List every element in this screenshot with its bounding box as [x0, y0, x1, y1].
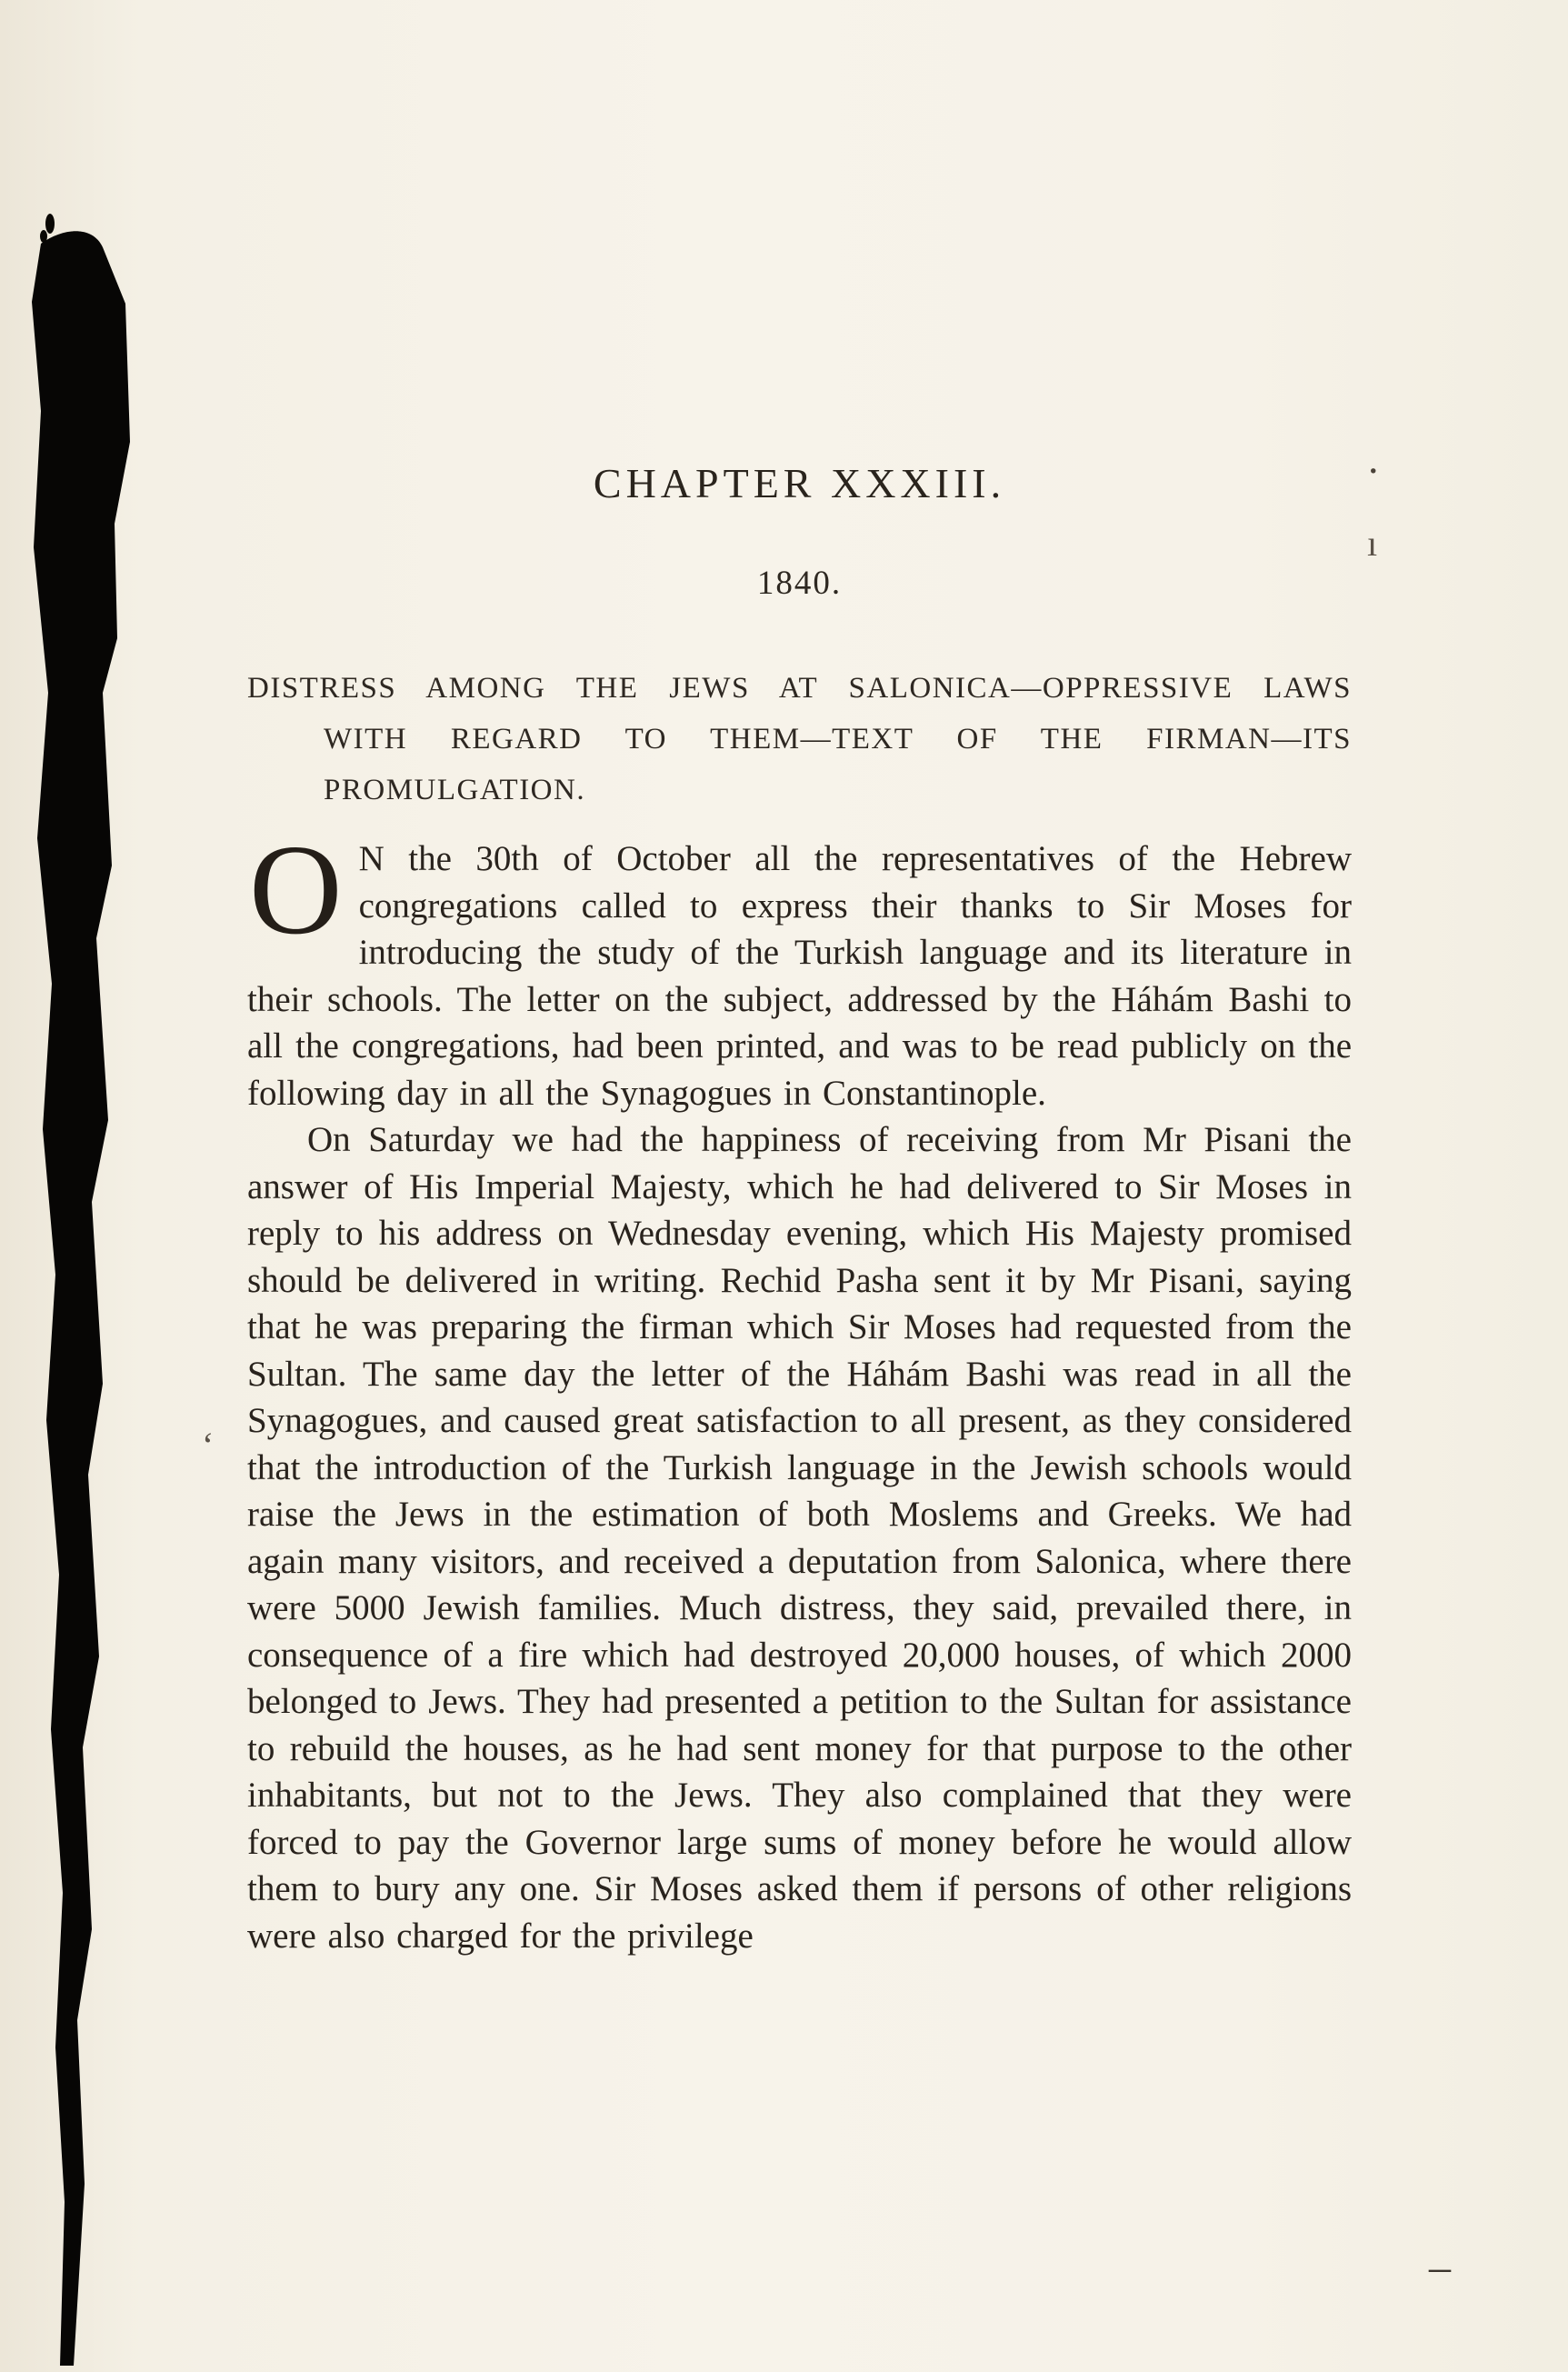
scan-speck-quote: ʻ — [202, 1425, 215, 1466]
page-content — [247, 459, 1352, 1959]
body-text — [247, 817, 1352, 1959]
chapter-heading: CHAPTER XXXIII. — [593, 460, 1006, 506]
scan-speck-tick: ı — [1367, 523, 1378, 564]
scan-speck-dash: – — [1429, 2243, 1451, 2291]
paragraph-first — [247, 817, 1352, 1116]
scan-ink-blob — [0, 0, 155, 2372]
scan-speck-dot: . — [1368, 435, 1379, 482]
drop-cap: O — [249, 817, 343, 961]
chapter-year: 1840. — [756, 565, 843, 602]
summary-line: PROMULGATION. — [324, 774, 586, 806]
paragraph-second: On Saturday we had the happiness of receiving from Mr Pisani the answer of His Imperial Majesty, which he had delivered to Sir Moses in reply to his address on Wednesday evening, which His Majesty promised should be delivered in writing. Rechid Pasha sent it by Mr Pisani, saying that he was preparing the firman which Sir Moses had requested from the Sultan. The same day the letter of the Háhám Bashi was read in all the Synagogues, and caused great satisfaction to all present, as they considered that the introduction of the Turkish language in the Jewish schools would raise the Jews in the estimation of both Moslems and Greeks. We had again many visitors, and received a deputation from Salonica, where there were 5000 Jewish families. Much distress, they said, prevailed there, in consequence of a fire which had destroyed 20,000 houses, of which 2000 belonged to Jews. They had presented a petition to the Sultan for assistance to rebuild the houses, as he had sent money for that purpose to the other inhabitants, but not to the Jews. They also complained that they were forced to pay the Governor large sums of money before he would allow them to bury any one. Sir Moses asked them if persons of other religions were also charged for the privilege — [247, 1120, 1352, 1956]
summary-line: WITH REGARD TO THEM—TEXT OF THE FIRMAN—ITS — [324, 723, 1352, 756]
chapter-summary — [247, 663, 1352, 816]
summary-line: DISTRESS AMONG THE JEWS AT SALONICA—OPPRESSIVE LAWS — [247, 672, 1352, 705]
paragraph-first-text: N the 30th of October all the representatives of the Hebrew congregations called to express their thanks to Sir Moses for introducing the study of the Turkish language and its literature in their schools. The letter on the subject, addressed by the Háhám Bashi to all the congregations, had been printed, and was to be read publicly on the following day in all the Synagogues in Constantinople. — [247, 839, 1352, 1113]
